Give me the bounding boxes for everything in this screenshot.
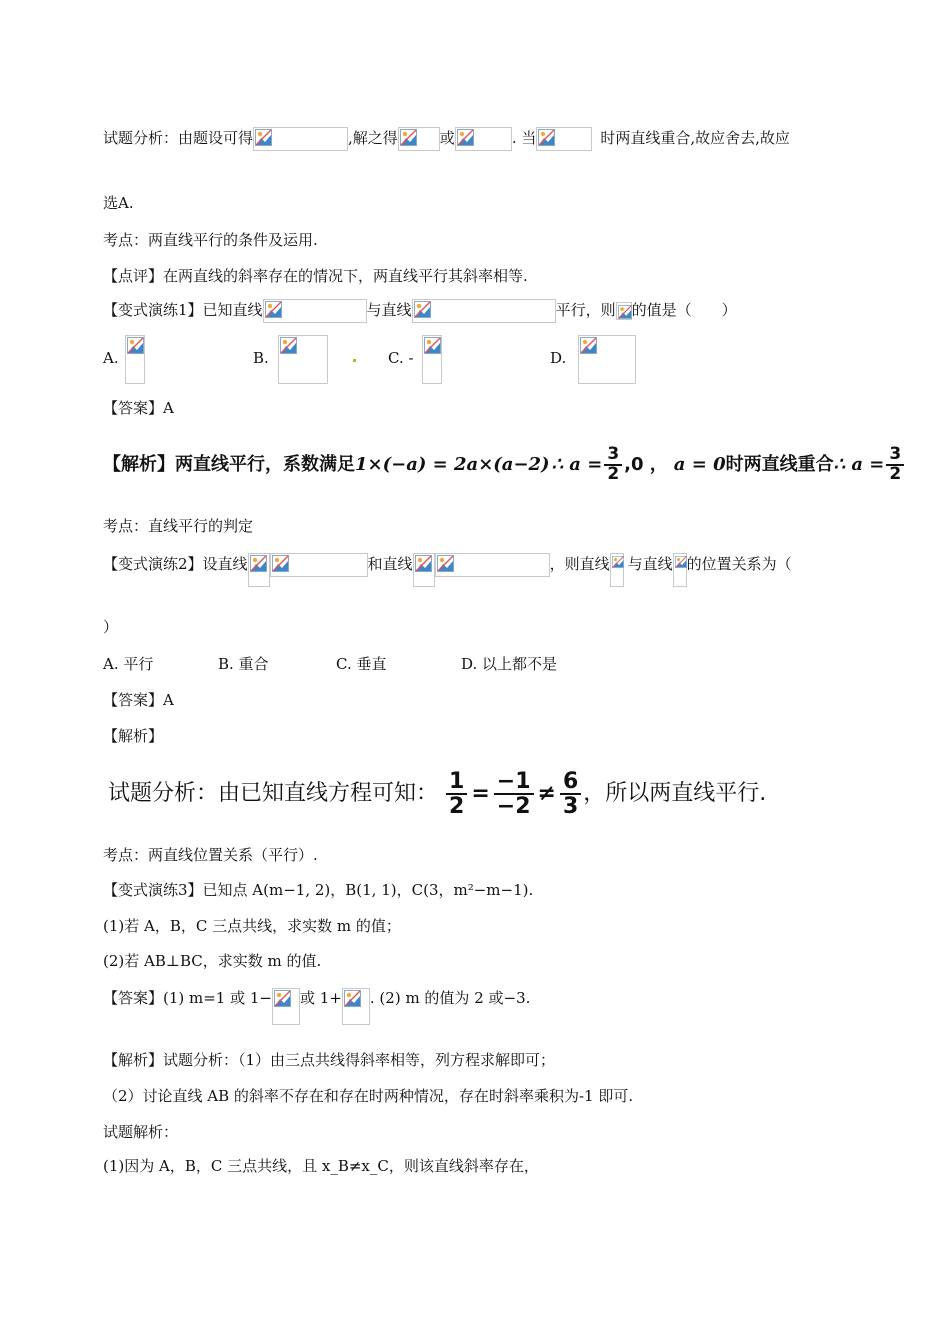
formula-image [270, 553, 368, 577]
formula-image [263, 299, 367, 323]
formula-image [412, 299, 556, 323]
exercise-1-options [103, 335, 663, 385]
analysis-line-2: 选A. [103, 194, 134, 212]
text: 试题分析：由已知直线方程可知： [108, 781, 439, 806]
equation: 1×(−a) = 2a×(a−2) [355, 454, 550, 475]
broken-image-icon [127, 337, 145, 355]
text: 或 [439, 129, 455, 147]
broken-image-icon [414, 301, 432, 319]
numerator: 1 [446, 770, 467, 795]
numerator: −1 [494, 770, 534, 795]
formula-image [610, 553, 624, 587]
option-c-label: C. - [388, 349, 414, 367]
denominator: 2 [889, 464, 902, 484]
numerator: 3 [886, 446, 904, 466]
text: ，则直线 [549, 555, 610, 573]
broken-image-icon [265, 301, 283, 319]
therefore: ∴ a = [551, 454, 603, 475]
broken-image-icon [272, 555, 290, 573]
formula-image [455, 127, 512, 151]
broken-image-icon [274, 990, 292, 1008]
option-d-label: D. [550, 349, 567, 367]
denominator: 2 [449, 794, 465, 819]
denominator: −2 [496, 794, 531, 819]
exercise-2-options [103, 654, 663, 674]
option-a-label: A. [103, 349, 119, 367]
jiexi-2 [108, 762, 766, 826]
option-c-image [422, 335, 442, 384]
exercise-1 [103, 299, 737, 323]
exercise-3-q2: (2)若 AB⊥BC，求实数 m 的值. [103, 952, 322, 970]
option-a: A. 平行 [103, 655, 154, 673]
jiexi-1 [103, 443, 906, 487]
broken-image-icon [250, 555, 268, 573]
broken-image-icon [580, 337, 598, 355]
option-b-label: B. [253, 349, 269, 367]
text: 与直线 [627, 555, 673, 573]
kaodian-2: 考点：直线平行的判定 [103, 517, 254, 535]
exercise-2 [103, 553, 792, 587]
option-a-image [125, 335, 145, 384]
condition: a = 0 [673, 454, 726, 475]
text: ,0 ， [624, 454, 668, 475]
fraction [604, 446, 622, 484]
option-b: B. 重合 [218, 655, 269, 673]
text: 和直线 [367, 555, 413, 573]
formula-image [616, 302, 632, 320]
jiexi-3-line-1: 【解析】试题分析：（1）由三点共线得斜率相等，列方程求解即可； [103, 1051, 556, 1069]
denominator: 2 [607, 464, 620, 484]
equals: = [471, 781, 490, 806]
exercise-3-q1: (1)若 A，B，C 三点共线，求实数 m 的值； [103, 917, 401, 935]
formula-image [398, 127, 440, 151]
formula-image [435, 553, 550, 577]
fraction [446, 770, 467, 818]
therefore: ∴ a = [833, 454, 885, 475]
text: 【答案】(1) m=1 或 1− [103, 989, 272, 1007]
text: 试题分析：由题设可得 [103, 129, 254, 147]
broken-image-icon [280, 337, 298, 355]
text: 【变式演练2】设直线 [103, 555, 248, 573]
fraction [886, 446, 904, 484]
exercise-2-close: ） [103, 618, 119, 636]
text: ,解之得 [348, 129, 398, 147]
formula-image [253, 127, 348, 151]
text: 的位置关系为（ [686, 555, 792, 573]
broken-image-icon [538, 129, 556, 147]
denominator: 3 [562, 794, 579, 819]
dot-mark [353, 359, 356, 362]
text: 时两直线重合,故应舍去,故应 [600, 129, 790, 147]
text: . (2) m 的值为 2 或−3. [369, 989, 531, 1007]
broken-image-icon [618, 304, 632, 320]
jiexi-3-line-3: 试题解析： [103, 1123, 179, 1141]
formula-image [342, 988, 370, 1025]
jiexi-3-line-4: (1)因为 A，B，C 三点共线，且 x_B≠x_C，则该直线斜率存在， [103, 1157, 539, 1175]
analysis-line-1 [103, 127, 790, 151]
text: 或 1+ [300, 989, 342, 1007]
formula-image [673, 553, 687, 587]
option-b-image [278, 335, 328, 384]
numerator: 3 [604, 446, 622, 466]
broken-image-icon [400, 129, 418, 147]
option-c: C. 垂直 [336, 655, 387, 673]
option-d: D. 以上都不是 [461, 655, 558, 673]
numerator: 6 [560, 770, 581, 795]
exercise-3: 【变式演练3】已知点 A(m−1, 2)，B(1, 1)，C(3，m²−m−1). [103, 881, 534, 899]
fraction [494, 770, 534, 818]
broken-image-icon [415, 555, 433, 573]
broken-image-icon [424, 337, 442, 355]
jiexi-3-line-2: （2）讨论直线 AB 的斜率不存在和存在时两种情况，存在时斜率乘积为-1 即可. [103, 1087, 634, 1105]
broken-image-icon [344, 990, 362, 1008]
answer-2: 【答案】A [103, 691, 174, 709]
kaodian-1: 考点：两直线平行的条件及运用. [103, 231, 318, 249]
broken-image-icon [255, 129, 273, 147]
text: 【变式演练1】已知直线 [103, 301, 263, 319]
text: ，所以两直线平行. [583, 781, 767, 806]
formula-image [413, 553, 435, 587]
text: 的值是（ ） [631, 301, 737, 319]
jiexi-2-head: 【解析】 [103, 727, 164, 745]
broken-image-icon [437, 555, 455, 573]
formula-image [272, 988, 300, 1025]
text: 平行，则 [555, 301, 616, 319]
answer-3 [103, 988, 530, 1025]
formula-image [248, 553, 270, 587]
broken-image-icon [612, 555, 624, 569]
broken-image-icon [675, 555, 687, 569]
text: . 当 [511, 129, 537, 147]
kaodian-3: 考点：两直线位置关系（平行）. [103, 846, 318, 864]
dianping: 【点评】在两直线的斜率存在的情况下，两直线平行其斜率相等. [103, 267, 528, 285]
text: 【解析】两直线平行，系数满足 [103, 454, 355, 475]
text: 时两直线重合 [725, 454, 834, 475]
option-d-image [578, 335, 636, 384]
fraction [560, 770, 581, 818]
text: 与直线 [366, 301, 412, 319]
answer-1: 【答案】A [103, 399, 174, 417]
not-equal: ≠ [537, 781, 556, 806]
broken-image-icon [457, 129, 475, 147]
formula-image [536, 127, 592, 151]
